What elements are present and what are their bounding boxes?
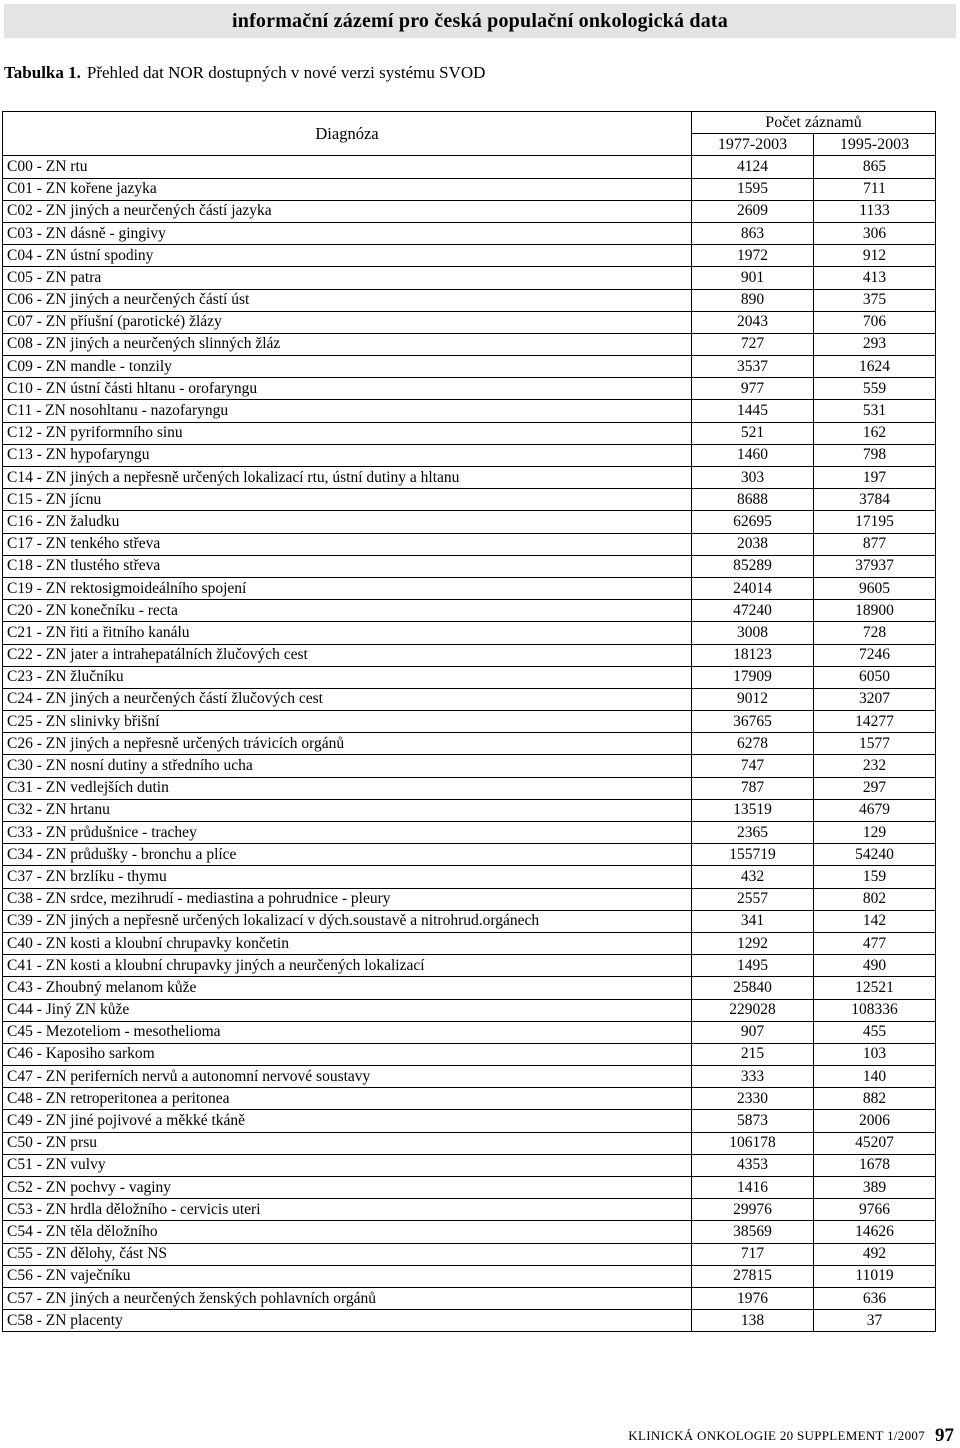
cell-count-1995-2003: 9766 [814,1199,936,1221]
cell-count-1977-2003: 229028 [692,999,814,1021]
table-row [3,1265,936,1287]
cell-count-1995-2003: 375 [814,289,936,311]
cell-count-1995-2003: 636 [814,1287,936,1309]
cell-count-1977-2003: 1416 [692,1177,814,1199]
cell-diagnosis: C41 - ZN kosti a kloubní chrupavky jiných a neurčených lokalizací [3,955,692,977]
table-row [3,533,936,555]
cell-count-1977-2003: 4124 [692,156,814,178]
table-row [3,289,936,311]
table-row [3,799,936,821]
column-header-record-count: Počet záznamů [692,112,936,134]
cell-count-1977-2003: 27815 [692,1265,814,1287]
cell-count-1977-2003: 13519 [692,799,814,821]
cell-count-1977-2003: 9012 [692,688,814,710]
table-row [3,932,936,954]
cell-count-1977-2003: 138 [692,1310,814,1332]
table-caption [4,62,485,84]
table-row [3,422,936,444]
cell-diagnosis: C52 - ZN pochvy - vaginy [3,1177,692,1199]
table-row [3,1221,936,1243]
cell-count-1995-2003: 1577 [814,733,936,755]
cell-diagnosis: C15 - ZN jícnu [3,489,692,511]
table-body [3,156,936,1332]
cell-count-1995-2003: 306 [814,222,936,244]
cell-count-1995-2003: 232 [814,755,936,777]
cell-count-1977-2003: 727 [692,333,814,355]
cell-count-1995-2003: 159 [814,866,936,888]
column-header-period-1977-2003: 1977-2003 [692,134,814,156]
cell-diagnosis: C44 - Jiný ZN kůže [3,999,692,1021]
cell-count-1995-2003: 802 [814,888,936,910]
cell-diagnosis: C10 - ZN ústní části hltanu - orofaryngu [3,378,692,400]
cell-diagnosis: C11 - ZN nosohltanu - nazofaryngu [3,400,692,422]
table-row [3,333,936,355]
cell-count-1995-2003: 54240 [814,844,936,866]
table-row [3,955,936,977]
table-row [3,511,936,533]
cell-count-1977-2003: 1976 [692,1287,814,1309]
cell-count-1995-2003: 706 [814,311,936,333]
cell-count-1977-2003: 155719 [692,844,814,866]
table-row [3,467,936,489]
cell-count-1995-2003: 477 [814,932,936,954]
table-row [3,999,936,1021]
cell-count-1995-2003: 9605 [814,577,936,599]
cell-count-1995-2003: 18900 [814,600,936,622]
cell-count-1995-2003: 882 [814,1088,936,1110]
cell-diagnosis: C24 - ZN jiných a neurčených částí žlučových cest [3,688,692,710]
table-row [3,1021,936,1043]
table-row [3,356,936,378]
table-row [3,200,936,222]
cell-count-1977-2003: 863 [692,222,814,244]
cell-count-1977-2003: 901 [692,267,814,289]
cell-diagnosis: C39 - ZN jiných a nepřesně určených lokalizací v dých.soustavě a nitrohrud.orgánech [3,910,692,932]
cell-diagnosis: C05 - ZN patra [3,267,692,289]
cell-count-1977-2003: 3537 [692,356,814,378]
cell-count-1995-2003: 162 [814,422,936,444]
table-row [3,444,936,466]
cell-count-1977-2003: 36765 [692,711,814,733]
cell-diagnosis: C30 - ZN nosní dutiny a středního ucha [3,755,692,777]
cell-count-1995-2003: 297 [814,777,936,799]
cell-diagnosis: C58 - ZN placenty [3,1310,692,1332]
cell-diagnosis: C46 - Kaposiho sarkom [3,1043,692,1065]
cell-count-1977-2003: 1972 [692,245,814,267]
cell-count-1977-2003: 25840 [692,977,814,999]
cell-count-1995-2003: 1678 [814,1154,936,1176]
cell-count-1977-2003: 38569 [692,1221,814,1243]
cell-count-1977-2003: 18123 [692,644,814,666]
cell-count-1977-2003: 787 [692,777,814,799]
table-row [3,711,936,733]
cell-count-1995-2003: 7246 [814,644,936,666]
cell-diagnosis: C02 - ZN jiných a neurčených částí jazyka [3,200,692,222]
table-row [3,910,936,932]
cell-count-1977-2003: 747 [692,755,814,777]
cell-diagnosis: C54 - ZN těla děložního [3,1221,692,1243]
page-footer [628,1426,954,1446]
cell-diagnosis: C22 - ZN jater a intrahepatálních žlučových cest [3,644,692,666]
cell-count-1977-2003: 2609 [692,200,814,222]
table-row [3,822,936,844]
cell-diagnosis: C18 - ZN tlustého střeva [3,555,692,577]
table-row [3,1287,936,1309]
cell-count-1977-2003: 24014 [692,577,814,599]
cell-count-1977-2003: 85289 [692,555,814,577]
cell-diagnosis: C23 - ZN žlučníku [3,666,692,688]
cell-diagnosis: C06 - ZN jiných a neurčených částí úst [3,289,692,311]
table-row [3,1154,936,1176]
table-row [3,1243,936,1265]
cell-count-1995-2003: 559 [814,378,936,400]
cell-count-1977-2003: 1595 [692,178,814,200]
cell-diagnosis: C55 - ZN dělohy, část NS [3,1243,692,1265]
cell-count-1977-2003: 432 [692,866,814,888]
cell-count-1977-2003: 2330 [692,1088,814,1110]
cell-count-1977-2003: 6278 [692,733,814,755]
cell-diagnosis: C53 - ZN hrdla děložního - cervicis uteri [3,1199,692,1221]
cell-diagnosis: C07 - ZN příušní (parotické) žlázy [3,311,692,333]
cell-count-1977-2003: 521 [692,422,814,444]
cell-count-1995-2003: 531 [814,400,936,422]
table-row [3,400,936,422]
cell-count-1977-2003: 341 [692,910,814,932]
cell-count-1977-2003: 5873 [692,1110,814,1132]
cell-count-1995-2003: 492 [814,1243,936,1265]
cell-diagnosis: C47 - ZN periferních nervů a autonomní nervové soustavy [3,1066,692,1088]
cell-count-1995-2003: 6050 [814,666,936,688]
table-header-row [3,112,936,134]
cell-count-1995-2003: 1133 [814,200,936,222]
cell-count-1995-2003: 37937 [814,555,936,577]
page-header-title: informační zázemí pro česká populační onkologická data [231,10,728,32]
table-row [3,577,936,599]
cell-count-1977-2003: 977 [692,378,814,400]
table-row [3,600,936,622]
cell-count-1977-2003: 215 [692,1043,814,1065]
cell-diagnosis: C50 - ZN prsu [3,1132,692,1154]
cell-count-1977-2003: 47240 [692,600,814,622]
cell-count-1995-2003: 129 [814,822,936,844]
table-row [3,178,936,200]
table-row [3,1043,936,1065]
column-header-diagnosis: Diagnóza [3,112,692,156]
cell-count-1995-2003: 728 [814,622,936,644]
cell-count-1977-2003: 29976 [692,1199,814,1221]
cell-count-1995-2003: 389 [814,1177,936,1199]
cell-count-1977-2003: 1495 [692,955,814,977]
cell-count-1995-2003: 490 [814,955,936,977]
cell-count-1995-2003: 3784 [814,489,936,511]
table-row [3,267,936,289]
cell-diagnosis: C00 - ZN rtu [3,156,692,178]
cell-count-1977-2003: 1292 [692,932,814,954]
cell-count-1977-2003: 1445 [692,400,814,422]
table-row [3,1110,936,1132]
cell-count-1977-2003: 62695 [692,511,814,533]
cell-count-1977-2003: 17909 [692,666,814,688]
table-caption-text: Přehled dat NOR dostupných v nové verzi systému SVOD [86,63,486,82]
cell-count-1995-2003: 197 [814,467,936,489]
cell-count-1995-2003: 103 [814,1043,936,1065]
cell-count-1995-2003: 3207 [814,688,936,710]
cell-diagnosis: C37 - ZN brzlíku - thymu [3,866,692,888]
table-row [3,977,936,999]
table-row [3,755,936,777]
cell-count-1977-2003: 717 [692,1243,814,1265]
cell-count-1995-2003: 108336 [814,999,936,1021]
cell-count-1995-2003: 455 [814,1021,936,1043]
cell-count-1995-2003: 142 [814,910,936,932]
cell-count-1977-2003: 2557 [692,888,814,910]
cell-diagnosis: C20 - ZN konečníku - recta [3,600,692,622]
cell-count-1995-2003: 711 [814,178,936,200]
cell-diagnosis: C43 - Zhoubný melanom kůže [3,977,692,999]
cell-count-1995-2003: 877 [814,533,936,555]
cell-count-1995-2003: 865 [814,156,936,178]
nor-data-table [2,111,936,1332]
cell-count-1995-2003: 11019 [814,1265,936,1287]
cell-count-1995-2003: 293 [814,333,936,355]
table-row [3,222,936,244]
table-row [3,378,936,400]
cell-count-1977-2003: 890 [692,289,814,311]
table-row [3,489,936,511]
cell-diagnosis: C45 - Mezoteliom - mesothelioma [3,1021,692,1043]
column-header-period-1995-2003: 1995-2003 [814,134,936,156]
table-row [3,245,936,267]
journal-name: KLINICKÁ ONKOLOGIE 20 SUPPLEMENT 1/2007 [628,1428,925,1443]
table-caption-label: Tabulka 1. [4,63,81,82]
table-row [3,1199,936,1221]
cell-count-1977-2003: 1460 [692,444,814,466]
table-row [3,688,936,710]
cell-count-1995-2003: 37 [814,1310,936,1332]
cell-diagnosis: C38 - ZN srdce, mezihrudí - mediastina a pohrudnice - pleury [3,888,692,910]
cell-diagnosis: C40 - ZN kosti a kloubní chrupavky končetin [3,932,692,954]
table-row [3,777,936,799]
cell-diagnosis: C33 - ZN průdušnice - trachey [3,822,692,844]
table-row [3,156,936,178]
cell-diagnosis: C03 - ZN dásně - gingivy [3,222,692,244]
cell-count-1977-2003: 4353 [692,1154,814,1176]
page-number: 97 [935,1425,954,1446]
cell-count-1995-2003: 45207 [814,1132,936,1154]
cell-count-1995-2003: 17195 [814,511,936,533]
cell-count-1977-2003: 2365 [692,822,814,844]
cell-diagnosis: C01 - ZN kořene jazyka [3,178,692,200]
table-row [3,1066,936,1088]
cell-count-1977-2003: 8688 [692,489,814,511]
cell-count-1995-2003: 12521 [814,977,936,999]
table-row [3,555,936,577]
cell-count-1995-2003: 14277 [814,711,936,733]
table-row [3,1088,936,1110]
table-row [3,1310,936,1332]
table-row [3,733,936,755]
cell-diagnosis: C12 - ZN pyriformního sinu [3,422,692,444]
cell-count-1977-2003: 303 [692,467,814,489]
cell-diagnosis: C13 - ZN hypofaryngu [3,444,692,466]
cell-diagnosis: C14 - ZN jiných a nepřesně určených lokalizací rtu, ústní dutiny a hltanu [3,467,692,489]
cell-count-1995-2003: 4679 [814,799,936,821]
cell-diagnosis: C26 - ZN jiných a nepřesně určených trávicích orgánů [3,733,692,755]
cell-count-1995-2003: 912 [814,245,936,267]
cell-count-1977-2003: 2038 [692,533,814,555]
cell-count-1977-2003: 2043 [692,311,814,333]
table-row [3,844,936,866]
table-row [3,622,936,644]
cell-diagnosis: C34 - ZN průdušky - bronchu a plíce [3,844,692,866]
cell-count-1995-2003: 413 [814,267,936,289]
table-row [3,1132,936,1154]
cell-diagnosis: C51 - ZN vulvy [3,1154,692,1176]
page-header-band [4,4,956,38]
table-row [3,644,936,666]
cell-diagnosis: C32 - ZN hrtanu [3,799,692,821]
cell-count-1977-2003: 333 [692,1066,814,1088]
cell-diagnosis: C19 - ZN rektosigmoideálního spojení [3,577,692,599]
cell-diagnosis: C31 - ZN vedlejších dutin [3,777,692,799]
cell-count-1995-2003: 140 [814,1066,936,1088]
cell-diagnosis: C57 - ZN jiných a neurčených ženských pohlavních orgánů [3,1287,692,1309]
cell-diagnosis: C04 - ZN ústní spodiny [3,245,692,267]
cell-diagnosis: C56 - ZN vaječníku [3,1265,692,1287]
cell-diagnosis: C17 - ZN tenkého střeva [3,533,692,555]
cell-count-1977-2003: 106178 [692,1132,814,1154]
cell-diagnosis: C49 - ZN jiné pojivové a měkké tkáně [3,1110,692,1132]
table-row [3,666,936,688]
cell-diagnosis: C16 - ZN žaludku [3,511,692,533]
cell-count-1977-2003: 3008 [692,622,814,644]
cell-diagnosis: C25 - ZN slinivky břišní [3,711,692,733]
table-row [3,866,936,888]
cell-diagnosis: C09 - ZN mandle - tonzily [3,356,692,378]
table-row [3,888,936,910]
cell-count-1995-2003: 14626 [814,1221,936,1243]
cell-count-1995-2003: 1624 [814,356,936,378]
cell-diagnosis: C21 - ZN řiti a řitního kanálu [3,622,692,644]
table-row [3,1177,936,1199]
cell-count-1995-2003: 798 [814,444,936,466]
table-row [3,311,936,333]
cell-count-1995-2003: 2006 [814,1110,936,1132]
cell-diagnosis: C08 - ZN jiných a neurčených slinných žláz [3,333,692,355]
cell-count-1977-2003: 907 [692,1021,814,1043]
cell-diagnosis: C48 - ZN retroperitonea a peritonea [3,1088,692,1110]
